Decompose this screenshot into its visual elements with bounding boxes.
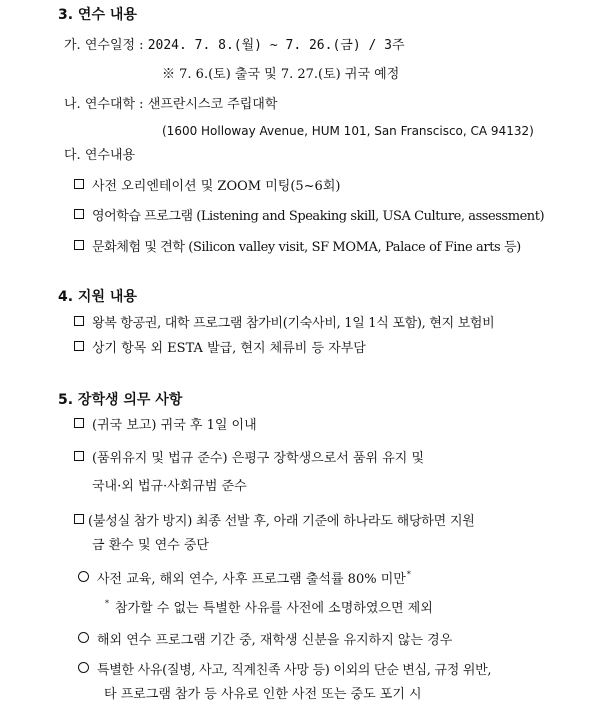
university-row xyxy=(64,98,277,111)
sub-item: 특별한 사유(질병, 사고, 직계친족 사망 등) 이외의 단순 변심, 규정 위반, xyxy=(78,662,491,677)
schedule-note: ※ 7. 6.(토) 출국 및 7. 27.(토) 귀국 예정 xyxy=(162,67,400,82)
sub-item-continuation: 타 프로그램 참가 등 사유로 인한 사전 또는 중도 포기 시 xyxy=(104,687,422,702)
circle-bullet-icon xyxy=(78,632,89,643)
checkbox-icon xyxy=(74,316,84,326)
list-item: (품위유지 및 법규 준수) 은평구 장학생으로서 품위 유지 및 xyxy=(74,451,424,465)
footnote-mark: * xyxy=(105,599,109,608)
list-item: (귀국 보고) 귀국 후 1일 이내 xyxy=(74,418,257,432)
checkbox-icon xyxy=(74,179,84,189)
university-name: 샌프란시스코 주립대학 xyxy=(147,97,278,112)
list-item-continuation: 금 환수 및 연수 중단 xyxy=(92,538,209,553)
university-address: (1600 Holloway Avenue, HUM 101, San Franscisco, CA 94132) xyxy=(162,124,534,138)
schedule-label: 가. 연수일정 : xyxy=(64,38,148,53)
sub-item: 해외 연수 프로그램 기간 중, 재학생 신분을 유지하지 않는 경우 xyxy=(78,632,452,647)
list-item-continuation: 국내·외 법규·사회규범 준수 xyxy=(92,479,247,494)
checkbox-icon xyxy=(74,418,84,428)
list-item: 문화체험 및 견학 (Silicon valley visit, SF MOMA, Palace of Fine arts 등) xyxy=(74,240,521,254)
list-item: 왕복 항공권, 대학 프로그램 참가비(기숙사비, 1일 1식 포함), 현지 보험비 xyxy=(74,316,494,330)
checkbox-icon xyxy=(74,240,84,250)
list-item: 사전 오리엔테이션 및 ZOOM 미팅(5~6회) xyxy=(74,179,340,193)
list-item: 상기 항목 외 ESTA 발급, 현지 체류비 등 자부담 xyxy=(74,341,366,355)
list-item: 영어학습 프로그램 (Listening and Speaking skill, USA Culture, assessment) xyxy=(74,209,544,223)
sub-item: 사전 교육, 해외 연수, 사후 프로그램 출석률 80% 미만* xyxy=(78,571,411,586)
content-label: 다. 연수내용 xyxy=(64,148,136,163)
circle-bullet-icon xyxy=(78,571,89,582)
schedule-row xyxy=(64,39,405,52)
sub-item-note: * 참가할 수 없는 특별한 사유를 사전에 소명하였으면 제외 xyxy=(105,599,433,616)
checkbox-icon xyxy=(74,209,84,219)
checkbox-icon xyxy=(74,341,84,351)
checkbox-icon xyxy=(74,514,84,524)
footnote-mark: * xyxy=(406,570,411,579)
schedule-value: 2024. 7. 8.(월) ~ 7. 26.(금) / 3주 xyxy=(147,38,405,53)
section-4-heading: 4. 지원 내용 xyxy=(58,289,137,305)
list-item: (불성실 참가 방지) 최종 선발 후, 아래 기준에 하나라도 해당하면 지원 xyxy=(74,514,475,528)
section-5-heading: 5. 장학생 의무 사항 xyxy=(58,392,183,408)
checkbox-icon xyxy=(74,451,84,461)
circle-bullet-icon xyxy=(78,662,89,673)
university-label: 나. 연수대학 : xyxy=(64,97,148,112)
section-3-heading: 3. 연수 내용 xyxy=(58,7,137,23)
